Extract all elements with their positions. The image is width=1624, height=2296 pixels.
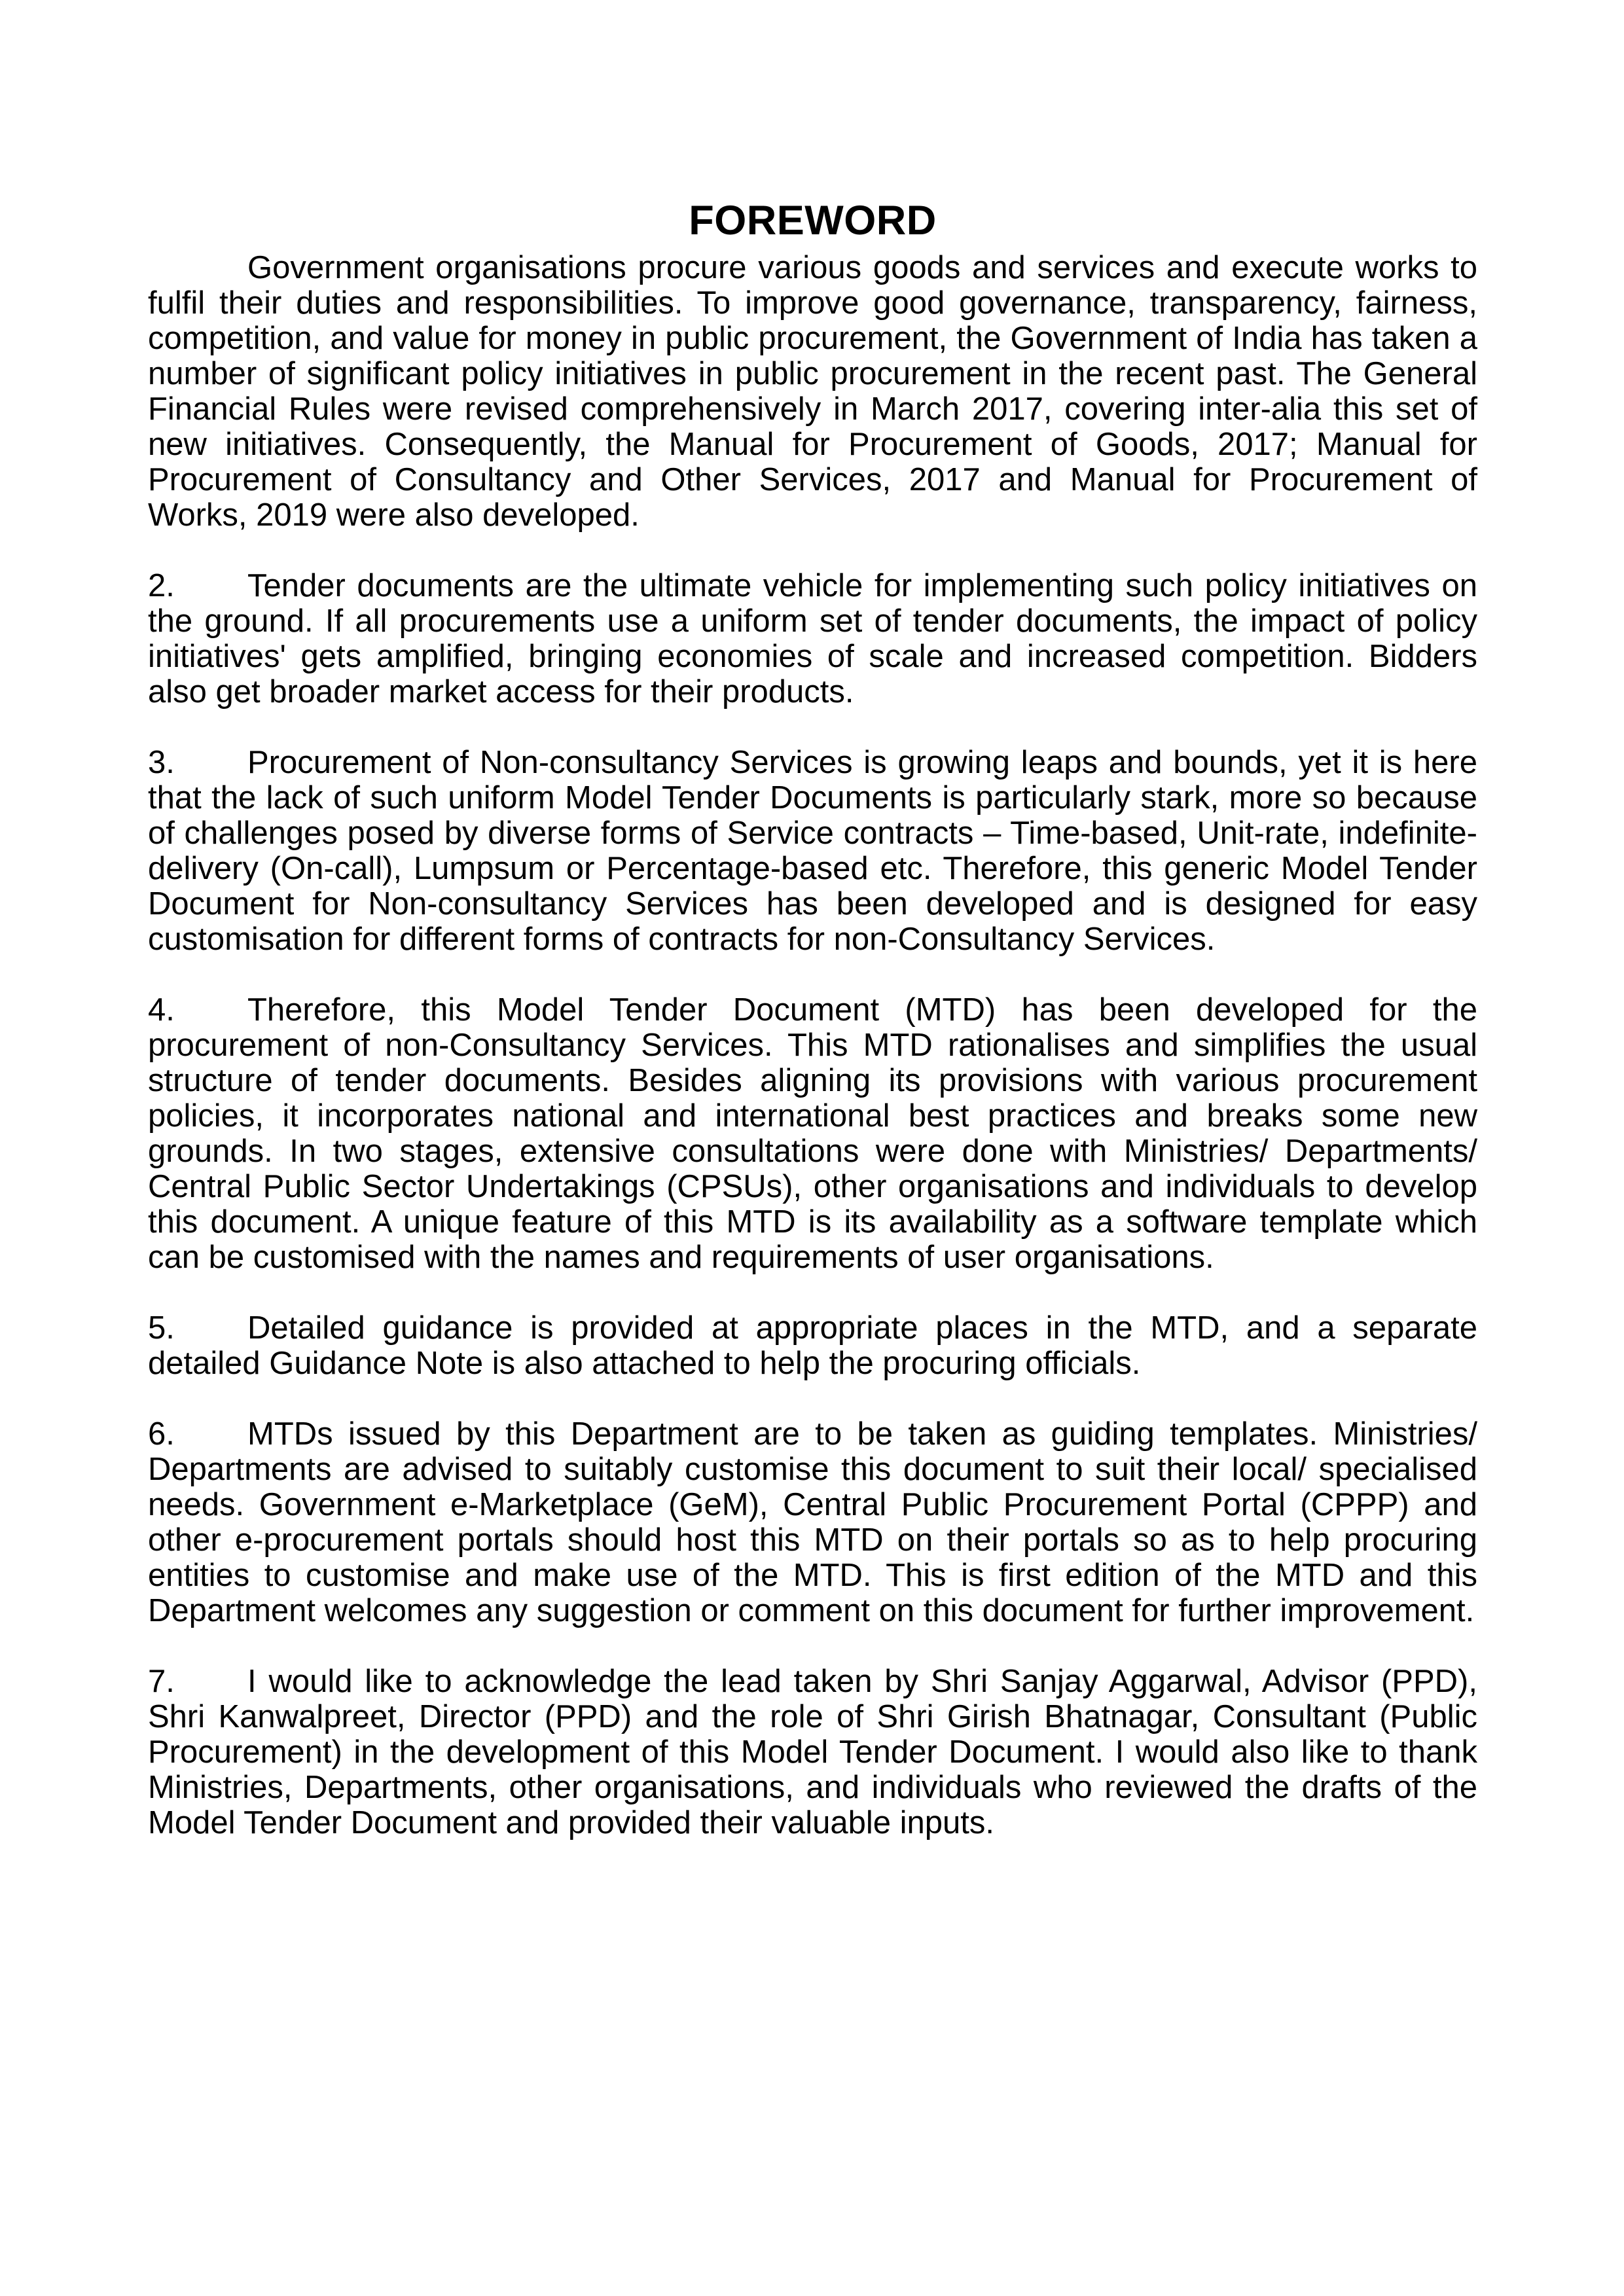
paragraph-text: Detailed guidance is provided at appropriate places in the MTD, and a separate detailed Guidance Note is also attached to help the procuring officials.: [148, 1310, 1477, 1381]
paragraph-number: 2.: [148, 568, 175, 603]
foreword-paragraph-7: [148, 1664, 1477, 1840]
foreword-paragraph-3: [148, 745, 1477, 957]
foreword-paragraph-6: [148, 1416, 1477, 1628]
paragraph-number: 3.: [148, 745, 175, 780]
paragraph-number: 7.: [148, 1664, 175, 1699]
paragraph-number: 5.: [148, 1310, 175, 1346]
paragraph-text: MTDs issued by this Department are to be taken as guiding templates. Ministries/ Departments are advised to suitably customise this document to suit their local/ specialised needs. Government e-Marketplace (GeM), Central Public Procurement Portal (CPPP) and other e-procurement portals should host this MTD on their portals so as to help procuring entities to customise and make use of the MTD. This is first edition of the MTD and this Department welcomes any suggestion or comment on this document for further improvement.: [148, 1416, 1477, 1628]
paragraph-text: Procurement of Non-consultancy Services is growing leaps and bounds, yet it is here that the lack of such uniform Model Tender Documents is particularly stark, more so because of challenges posed by diverse forms of Service contracts – Time-based, Unit-rate, indefinite-delivery (On-call), Lumpsum or Percentage-based etc. Therefore, this generic Model Tender Document for Non-consultancy Services has been developed and is designed for easy customisation for different forms of contracts for non-Consultancy Services.: [148, 745, 1477, 957]
foreword-paragraph-1: [148, 250, 1477, 533]
paragraph-text: Therefore, this Model Tender Document (MTD) has been developed for the procurement of non-Consultancy Services. This MTD rationalises and simplifies the usual structure of tender documents. Besides aligning its provisions with various procurement policies, it incorporates national and international best practices and breaks some new grounds. In two stages, extensive consultations were done with Ministries/ Departments/ Central Public Sector Undertakings (CPSUs), other organisations and individuals to develop this document. A unique feature of this MTD is its availability as a software template which can be customised with the names and requirements of user organisations.: [148, 992, 1477, 1275]
page-title: FOREWORD: [689, 198, 937, 243]
foreword-paragraph-4: [148, 992, 1477, 1275]
paragraph-text: Tender documents are the ultimate vehicle for implementing such policy initiatives on the ground. If all procurements use a uniform set of tender documents, the impact of policy initiatives' gets amplified, bringing economies of scale and increased competition. Bidders also get broader market access for their products.: [148, 568, 1477, 709]
paragraph-text: Government organisations procure various goods and services and execute works to fulfil their duties and responsibilities. To improve good governance, transparency, fairness, competition, and value for money in public procurement, the Government of India has taken a number of significant policy initiatives in public procurement in the recent past. The General Financial Rules were revised comprehensively in March 2017, covering inter-alia this set of new initiatives. Consequently, the Manual for Procurement of Goods, 2017; Manual for Procurement of Consultancy and Other Services, 2017 and Manual for Procurement of Works, 2019 were also developed.: [148, 250, 1477, 533]
paragraph-number: 6.: [148, 1416, 175, 1452]
foreword-paragraph-5: [148, 1310, 1477, 1381]
paragraph-number: 4.: [148, 992, 175, 1028]
paragraph-text: I would like to acknowledge the lead taken by Shri Sanjay Aggarwal, Advisor (PPD), Shri Kanwalpreet, Director (PPD) and the role of Shri Girish Bhatnagar, Consultant (Public Procurement) in the development of this Model Tender Document. I would also like to thank Ministries, Departments, other organisations, and individuals who reviewed the drafts of the Model Tender Document and provided their valuable inputs.: [148, 1664, 1477, 1840]
foreword-paragraph-2: [148, 568, 1477, 709]
